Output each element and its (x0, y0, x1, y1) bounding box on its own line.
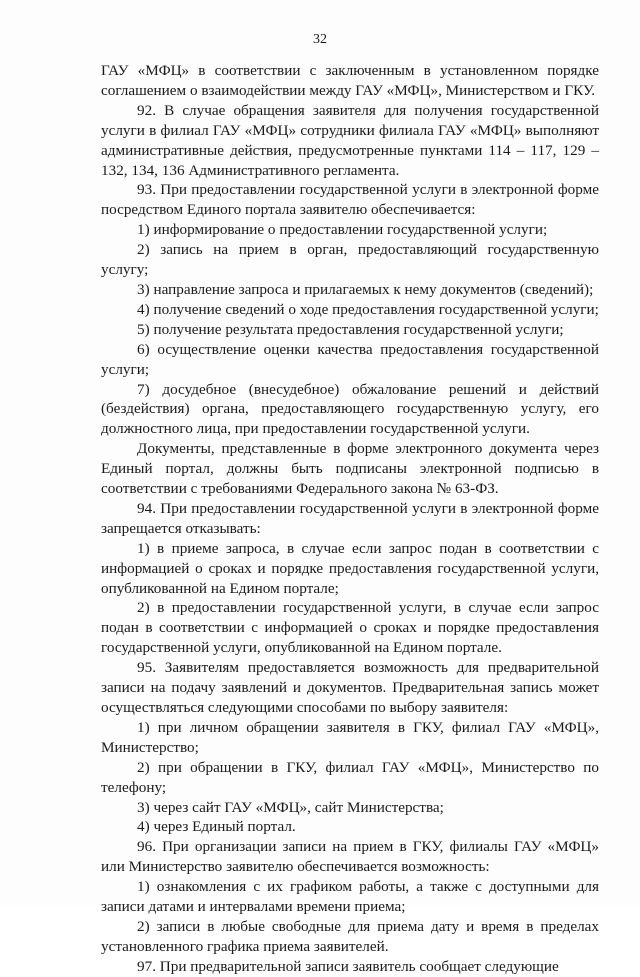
document-body (101, 61, 599, 977)
paragraph: 3) через сайт ГАУ «МФЦ», сайт Министерства; (137, 798, 444, 816)
paragraph: 2) в предоставлении государственной услуги, в случае если запрос подан в соответствии с информацией о сроках и порядке предоставления государственной услуги, опубликованной на Едином портале. (101, 599, 599, 657)
paragraph: 2) запись на прием в орган, предоставляющий государственную услугу; (101, 241, 599, 279)
paragraph: 2) при обращении в ГКУ, филиал ГАУ «МФЦ», Министерство по телефону; (101, 758, 599, 796)
paragraph: Документы, представленные в форме электронного документа через Единый портал, должны быть подписаны электронной подписью в соответствии с требованиями Федерального закона № 63-ФЗ. (101, 440, 599, 498)
paragraph: 1) ознакомления с их графиком работы, а также с доступными для записи датами и интервалами времени приема; (101, 878, 599, 916)
paragraph: 97. При предварительной записи заявитель сообщает следующие (137, 957, 559, 975)
paragraph: 4) получение сведений о ходе предоставления государственной услуги; (137, 300, 599, 318)
paragraph: 3) направление запроса и прилагаемых к нему документов (сведений); (137, 280, 594, 298)
paragraph: 1) информирование о предоставлении государственной услуги; (137, 221, 548, 239)
paragraph: 2) записи в любые свободные для приема дату и время в пределах установленного графика приема заявителей. (101, 917, 599, 955)
paragraph: 5) получение результата предоставления государственной услуги; (137, 320, 564, 338)
paragraph: 93. При предоставлении государственной услуги в электронной форме посредством Единого портала заявителю обеспечивается: (101, 181, 599, 219)
paragraph: 4) через Единый портал. (137, 818, 296, 836)
paragraph: 96. При организации записи на прием в ГКУ, филиалы ГАУ «МФЦ» или Министерство заявителю обеспечивается возможность: (101, 838, 599, 876)
paragraph: 94. При предоставлении государственной услуги в электронной форме запрещается отказывать: (101, 499, 599, 537)
paragraph: 92. В случае обращения заявителя для получения государственной услуги в филиал ГАУ «МФЦ» сотрудники филиала ГАУ «МФЦ» выполняют административные действия, предусмотренные пунктами 114 – 117, 129 – 132, 134, 136 Административного регламента. (101, 101, 599, 179)
paragraph: 1) при личном обращении заявителя в ГКУ, филиал ГАУ «МФЦ», Министерство; (101, 718, 599, 756)
paragraph: 6) осуществление оценки качества предоставления государственной услуги; (101, 340, 599, 378)
paragraph: 1) в приеме запроса, в случае если запрос подан в соответствии с информацией о сроках и порядке предоставления государственной услуги, опубликованной на Едином портале; (101, 539, 599, 597)
paragraph: 95. Заявителям предоставляется возможность для предварительной записи на подачу заявлений и документов. Предварительная запись может осуществляться следующими способами по выбору заявителя: (101, 659, 599, 716)
paragraph: 7) досудебное (внесудебное) обжалование решений и действий (бездействия) органа, предоставляющего государственную услугу, его должностного лица, при предоставлении государственной услуги. (101, 380, 599, 438)
paragraph: ГАУ «МФЦ» в соответствии с заключенным в установленном порядке соглашением о взаимодействии между ГАУ «МФЦ», Министерством и ГКУ. (101, 62, 599, 99)
page-number: 32 (313, 32, 327, 47)
